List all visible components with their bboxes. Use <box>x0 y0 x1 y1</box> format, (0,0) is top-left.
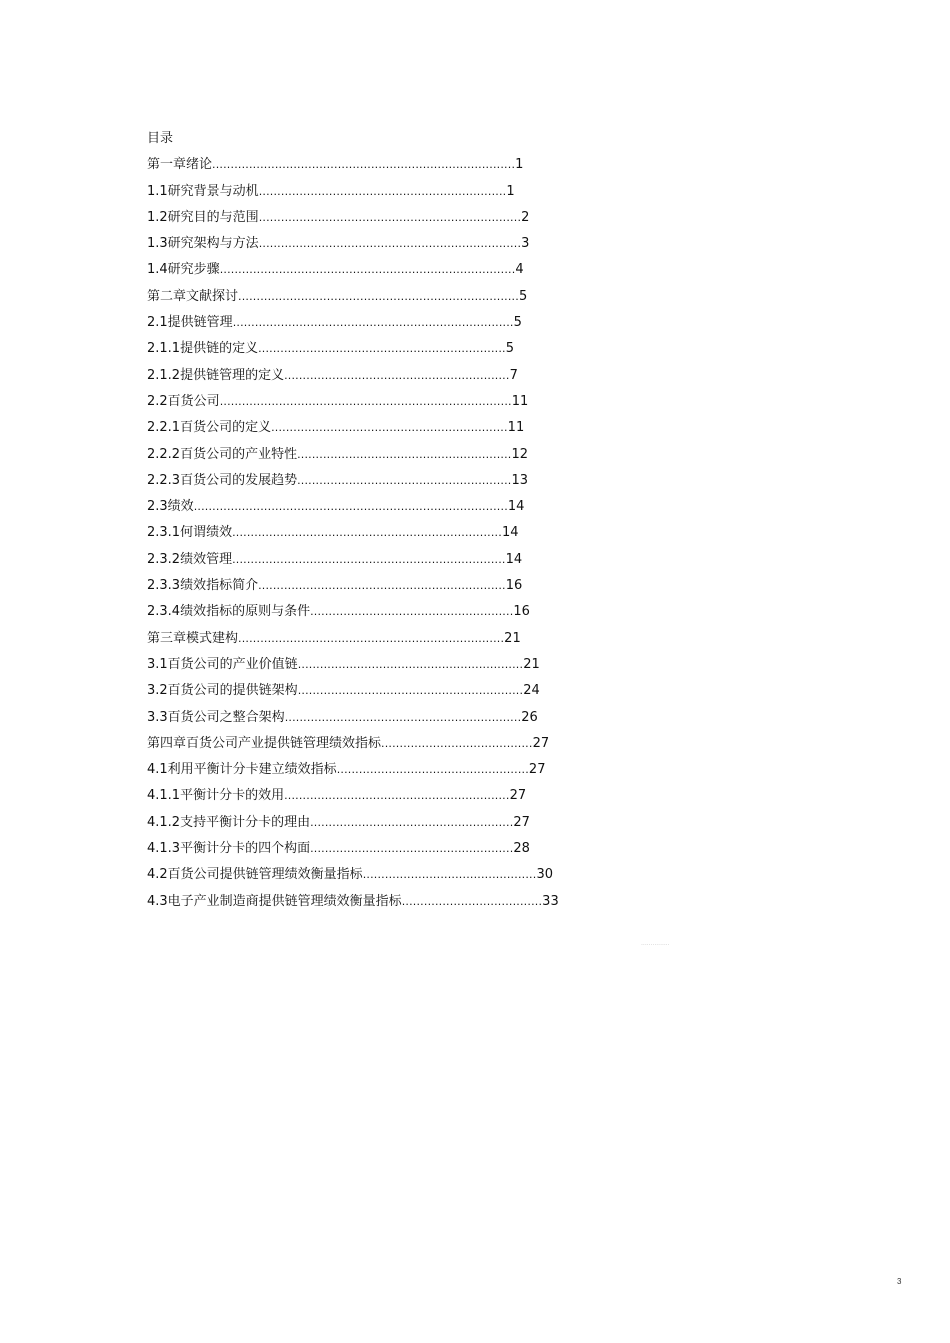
toc-entry-label: 2.3.4绩效指标的原则与条件 <box>147 604 311 620</box>
toc-entry-label: 4.2百货公司提供链管理绩效衡量指标 <box>147 867 363 883</box>
toc-entry-label: 2.3.1何谓绩效 <box>147 525 233 541</box>
toc-entry-label: 1.4研究步骤 <box>147 262 220 278</box>
toc-entry-leader-dots: ............................................................. <box>297 657 524 671</box>
toc-entry-label: 第四章百货公司产业提供链管理绩效指标 <box>147 735 382 751</box>
toc-entry-leader-dots: ....................................................................... <box>258 210 522 224</box>
toc-entry[interactable] <box>147 179 559 205</box>
toc-entry-page-number: 27 <box>509 788 527 804</box>
toc-entry-leader-dots: .......................................................... <box>297 447 512 461</box>
toc-entry[interactable] <box>147 889 559 915</box>
toc-entry-label: 2.3绩效 <box>147 499 194 515</box>
toc-entry-leader-dots: ............................................................................ <box>238 289 519 303</box>
toc-entry[interactable] <box>147 573 559 599</box>
toc-entry-page-number: 13 <box>511 472 529 488</box>
toc-entry-label: 2.1提供链管理 <box>147 315 233 331</box>
toc-entry-label: 2.3.3绩效指标简介 <box>147 578 259 594</box>
toc-entry-page-number: 27 <box>513 814 530 830</box>
toc-entry-leader-dots: ....................................................... <box>310 815 514 829</box>
toc-entry[interactable] <box>147 363 559 389</box>
toc-entry-label: 3.3百货公司之整合架构 <box>147 709 285 725</box>
toc-entry-label: 4.1.3平衡计分卡的四个构面 <box>147 841 311 857</box>
toc-entry-label: 2.2.1百货公司的定义 <box>147 420 272 436</box>
toc-entry-label: 1.1研究背景与动机 <box>147 183 259 199</box>
toc-entry-leader-dots: ....................................................... <box>310 842 514 856</box>
toc-entry-leader-dots: ............................................................. <box>284 789 510 803</box>
toc-entry-leader-dots: .................................................... <box>336 763 529 777</box>
toc-entry[interactable] <box>147 257 559 283</box>
toc-entry[interactable] <box>147 205 559 231</box>
toc-entry[interactable] <box>147 547 559 573</box>
toc-entry-page-number: 12 <box>511 446 529 462</box>
toc-entry-page-number: 27 <box>532 735 550 751</box>
toc-entry-page-number: 3 <box>521 236 530 252</box>
toc-entry-page-number: 16 <box>505 578 523 594</box>
toc-entry-label: 1.3研究架构与方法 <box>147 236 259 252</box>
toc-entry-label: 2.1.1提供链的定义 <box>147 341 259 357</box>
toc-entry[interactable] <box>147 468 559 494</box>
toc-entry[interactable] <box>147 626 559 652</box>
toc-entry-label: 2.2.2百货公司的产业特性 <box>147 446 298 462</box>
toc-entry[interactable] <box>147 599 559 625</box>
toc-entry-leader-dots: ....................................................................... <box>258 237 522 251</box>
toc-entry[interactable] <box>147 731 559 757</box>
toc-entry-label: 4.1.1平衡计分卡的效用 <box>147 788 285 804</box>
toc-entry-leader-dots: .......................................................... <box>297 473 512 487</box>
toc-entry-label: 4.1利用平衡计分卡建立绩效指标 <box>147 762 337 778</box>
toc-entry-page-number: 4 <box>515 262 524 278</box>
toc-entry-leader-dots: ......................................................................... <box>232 526 502 540</box>
toc-entry-page-number: 5 <box>505 341 515 357</box>
toc-entry-leader-dots: ................................................................... <box>258 184 507 198</box>
toc-entry-label: 3.2百货公司的提供链架构 <box>147 683 298 699</box>
toc-entry-page-number: 1 <box>515 157 524 173</box>
toc-entry-leader-dots: ............................................................................... <box>219 394 512 408</box>
toc-entry[interactable] <box>147 678 559 704</box>
toc-entry-leader-dots: ............................................................................ <box>232 316 514 330</box>
toc-entry-label: 2.2.3百货公司的发展趋势 <box>147 472 298 488</box>
toc-entry[interactable] <box>147 836 559 862</box>
toc-entry[interactable] <box>147 389 559 415</box>
toc-entry-label: 第二章文献探讨 <box>147 288 239 304</box>
toc-entry-page-number: 24 <box>523 683 540 699</box>
toc-entry-label: 2.3.2绩效管理 <box>147 551 233 567</box>
toc-entry[interactable] <box>147 783 559 809</box>
toc-entry-label: 2.1.2提供链管理的定义 <box>147 367 285 383</box>
toc-entry-leader-dots: ............................................... <box>362 868 537 882</box>
toc-entry-page-number: 1 <box>506 183 515 199</box>
toc-entry[interactable] <box>147 284 559 310</box>
toc-entry[interactable] <box>147 705 559 731</box>
toc-entry-leader-dots: ................................................................ <box>284 710 522 724</box>
toc-entry-label: 2.2百货公司 <box>147 393 220 409</box>
toc-entry-page-number: 2 <box>521 209 530 225</box>
toc-entry[interactable] <box>147 310 559 336</box>
toc-entry-page-number: 21 <box>523 656 540 672</box>
toc-entry[interactable] <box>147 231 559 257</box>
toc-entry[interactable] <box>147 415 559 441</box>
toc-entry-leader-dots: ........................................................................ <box>238 631 505 645</box>
page-number: 3 <box>897 1277 902 1286</box>
center-dotted-mark: ............... <box>641 940 670 947</box>
toc-entry[interactable] <box>147 520 559 546</box>
toc-entry-leader-dots: ................................................................................ <box>219 263 516 277</box>
toc-entry-page-number: 11 <box>507 420 525 436</box>
toc-entry-leader-dots: ................................................................ <box>271 421 508 435</box>
toc-entry-page-number: 21 <box>504 630 521 646</box>
toc-entry-leader-dots: .................................................................................. <box>212 158 516 172</box>
toc-entry-label: 4.1.2支持平衡计分卡的理由 <box>147 814 311 830</box>
toc-entry-page-number: 16 <box>513 604 530 620</box>
toc-entry-page-number: 14 <box>507 499 525 515</box>
toc-entry-label: 第三章模式建构 <box>147 630 239 646</box>
table-of-contents <box>147 126 559 915</box>
toc-entry-leader-dots: ................................................................... <box>258 579 506 593</box>
toc-entry-leader-dots: ............................................................. <box>284 368 510 382</box>
toc-entry-page-number: 7 <box>509 367 518 383</box>
toc-entry[interactable] <box>147 494 559 520</box>
toc-entry-leader-dots: ....................................................... <box>310 605 514 619</box>
toc-entry-label: 3.1百货公司的产业价值链 <box>147 656 298 672</box>
toc-entry-page-number: 28 <box>513 841 530 857</box>
toc-title: 目录 <box>147 131 174 146</box>
toc-entry-page-number: 11 <box>511 393 529 409</box>
toc-entry[interactable] <box>147 336 559 362</box>
toc-entry-label: 4.3电子产业制造商提供链管理绩效衡量指标 <box>147 893 402 909</box>
toc-entry-leader-dots: ..................................................................................... <box>193 500 508 514</box>
toc-entry[interactable] <box>147 757 559 783</box>
toc-entry[interactable] <box>147 652 559 678</box>
toc-entry-page-number: 14 <box>501 525 519 541</box>
toc-entry-page-number: 5 <box>518 288 528 304</box>
toc-entry-leader-dots: ......................................... <box>381 736 533 750</box>
toc-entry-leader-dots: ...................................... <box>401 894 543 908</box>
toc-entry-label: 1.2研究目的与范围 <box>147 209 259 225</box>
toc-entry-leader-dots: ................................................................... <box>258 342 506 356</box>
toc-entry[interactable] <box>147 152 559 178</box>
toc-entry-page-number: 14 <box>505 551 523 567</box>
toc-entry-page-number: 33 <box>542 893 559 909</box>
toc-entry-page-number: 26 <box>521 709 538 725</box>
toc-entry-page-number: 27 <box>528 762 546 778</box>
toc-entry-page-number: 5 <box>513 315 522 331</box>
toc-entry[interactable] <box>147 862 559 888</box>
toc-entry-label: 第一章绪论 <box>147 157 213 173</box>
toc-entry-leader-dots: .......................................................................... <box>232 552 506 566</box>
toc-entry[interactable] <box>147 810 559 836</box>
toc-entry-page-number: 30 <box>536 867 553 883</box>
toc-entry[interactable] <box>147 442 559 468</box>
toc-entries <box>147 152 559 915</box>
toc-entry-leader-dots: ............................................................. <box>297 684 524 698</box>
